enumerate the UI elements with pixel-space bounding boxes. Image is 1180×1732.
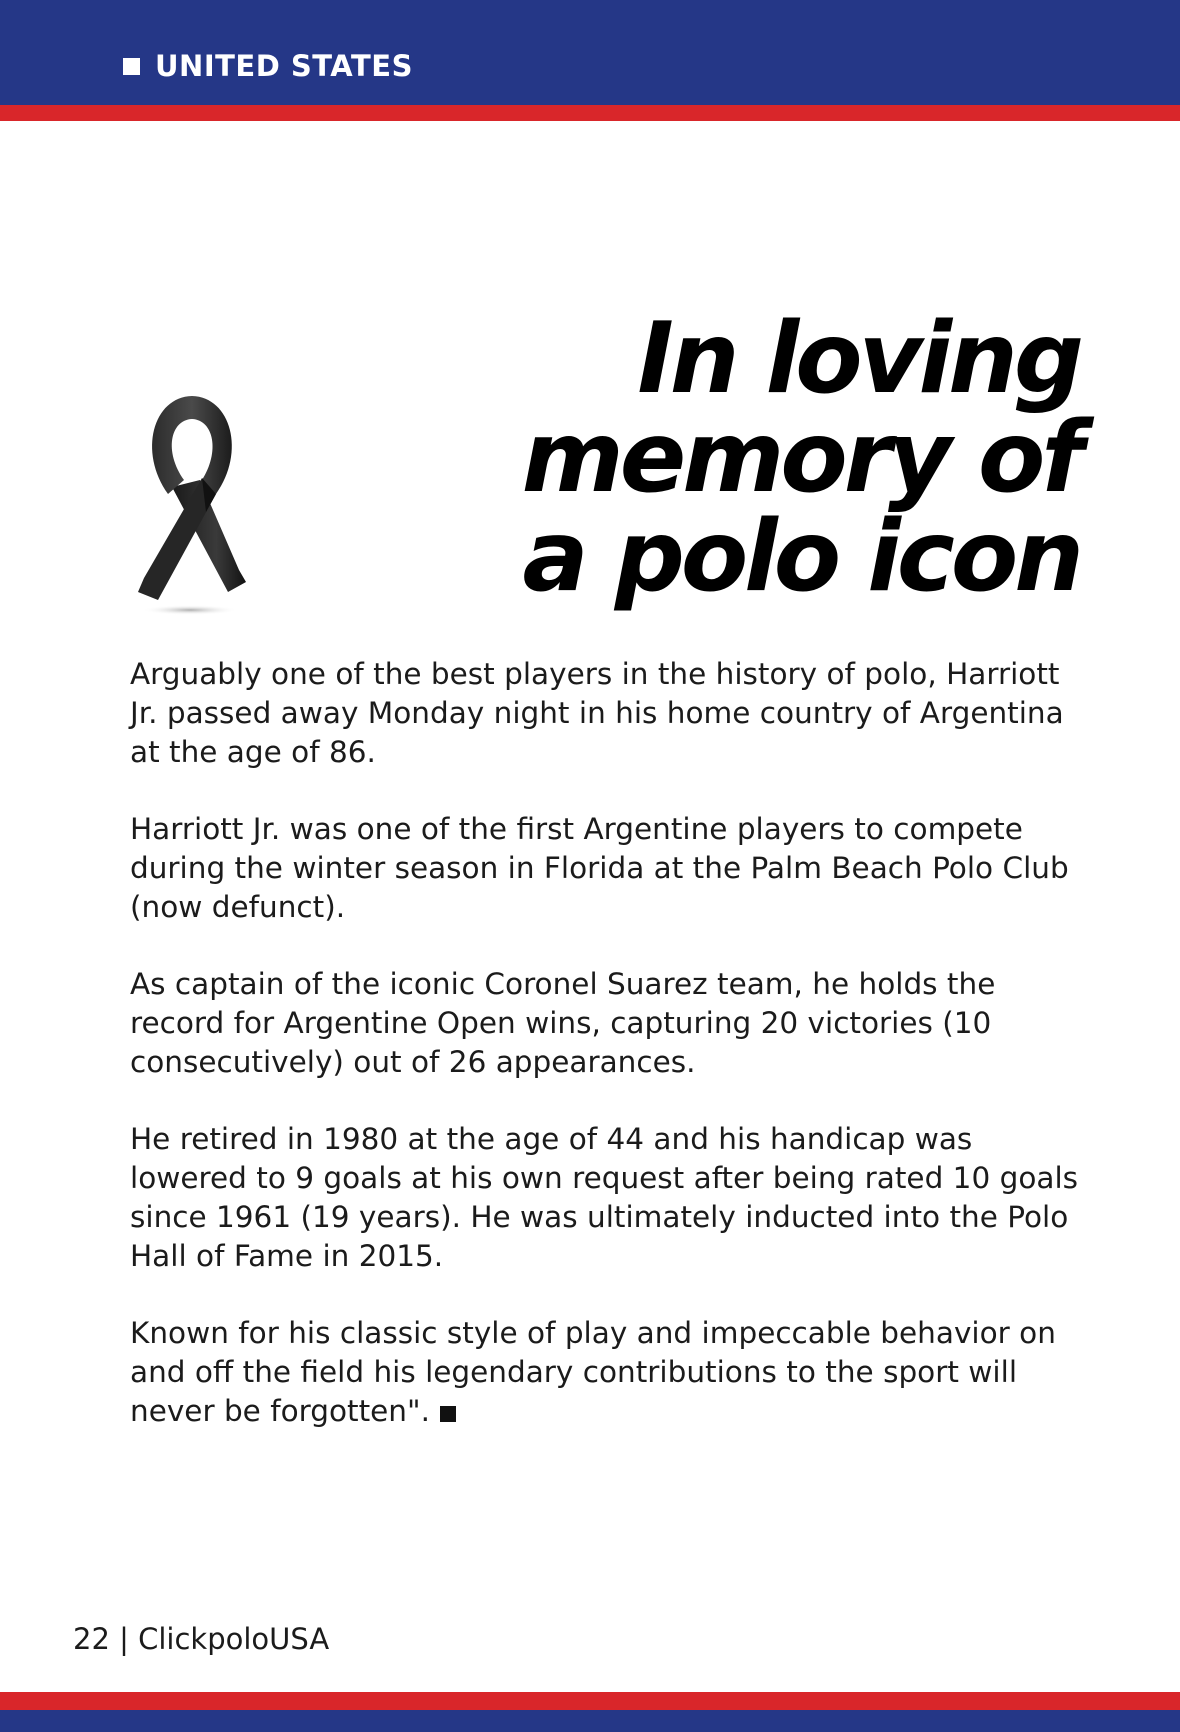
article-paragraph: As captain of the iconic Coronel Suarez team, he holds the record for Argentine Open wins, capturing 20 victories (10 consecutively) out of 26 appearances. <box>130 967 996 1079</box>
footer-red-stripe <box>0 1692 1180 1710</box>
headline-line-2: memory of <box>521 401 1080 515</box>
section-label <box>123 49 413 83</box>
article-body <box>130 655 1080 1469</box>
article-paragraph: Arguably one of the best players in the history of polo, Harriott Jr. passed away Monday night in his home country of Argentina at the age of 86. <box>130 657 1064 769</box>
headline <box>380 302 1080 614</box>
headline-line-3: a polo icon <box>522 500 1080 614</box>
mourning-ribbon-icon <box>128 392 258 617</box>
article-paragraph: He retired in 1980 at the age of 44 and his handicap was lowered to 9 goals at his own request after being rated 10 goals since 1961 (19 years). He was ultimately inducted into the Polo Hall of Fame in 2015. <box>130 1122 1079 1273</box>
headline-line-1: In loving <box>637 302 1080 416</box>
section-label-text: UNITED STATES <box>155 49 413 83</box>
footer-band <box>0 1710 1180 1732</box>
header-red-stripe <box>0 105 1180 121</box>
article-paragraph: Harriott Jr. was one of the first Argentine players to compete during the winter season in Florida at the Palm Beach Polo Club (now defunct). <box>130 812 1069 924</box>
article-paragraph-last <box>130 1314 1080 1431</box>
page-footer: 22 | ClickpoloUSA <box>73 1622 330 1656</box>
article-paragraph-text: Known for his classic style of play and impeccable behavior on and off the field his legendary contributions to the sport will never be forgotten". <box>130 1316 1056 1428</box>
end-mark-icon <box>440 1406 456 1422</box>
square-bullet-icon <box>123 58 140 75</box>
